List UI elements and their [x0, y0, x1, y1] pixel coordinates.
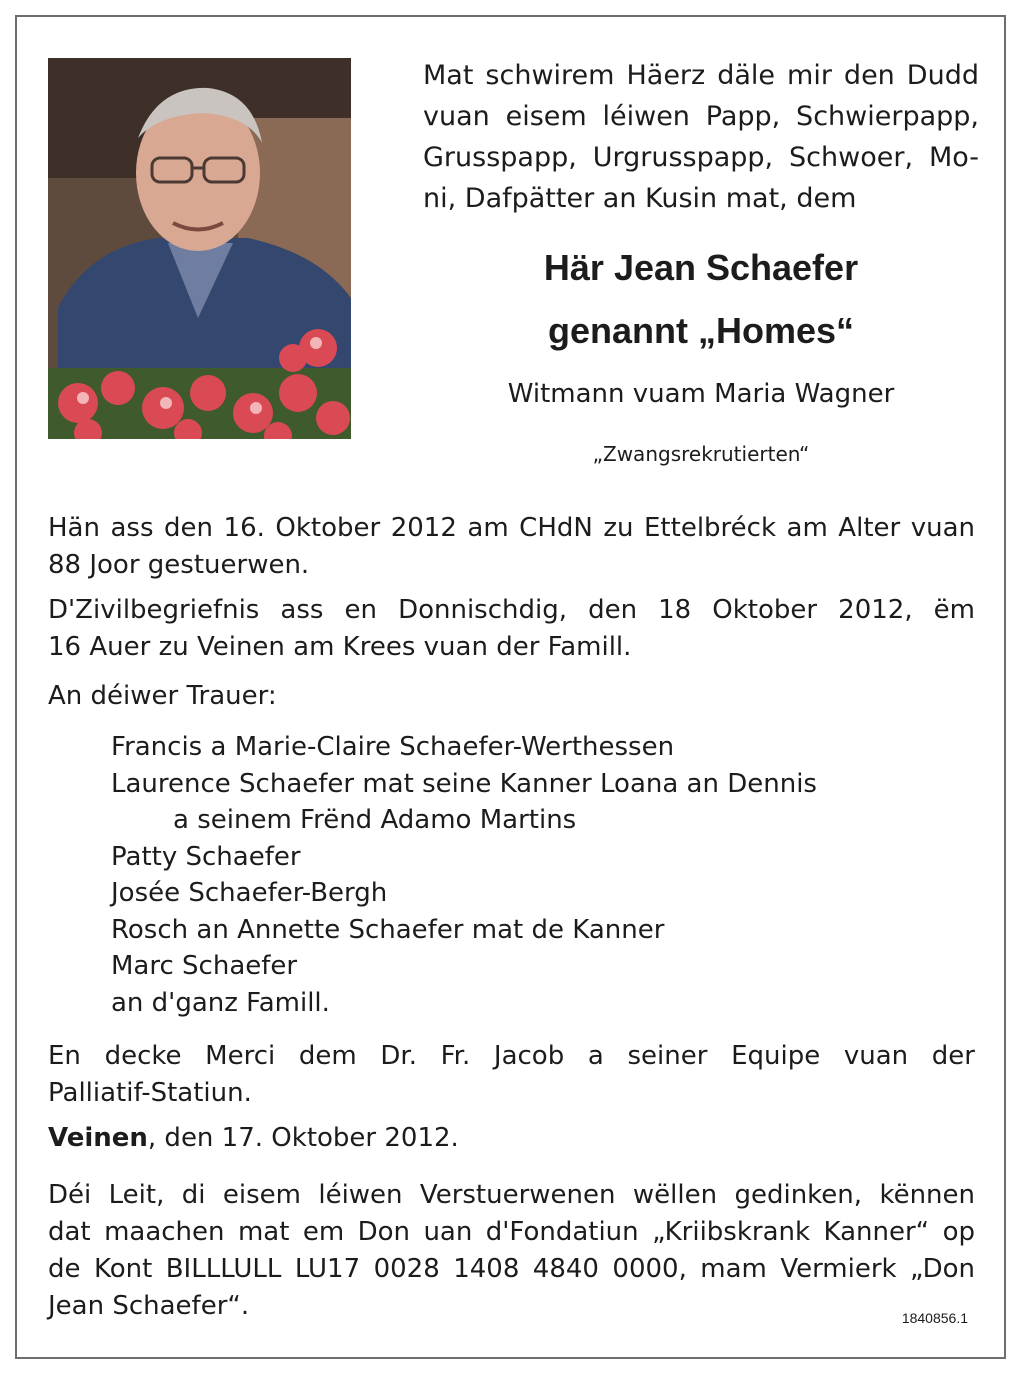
funeral-line: D'Zivilbegriefnis ass en Donnischdig, den 18 Oktober 2012, ëm [48, 595, 975, 625]
intro-line: ni, Dafpätter an Kusin mat, dem [423, 183, 857, 214]
thanks-line: En decke Merci dem Dr. Fr. Jacob a seiner Equipe vuan der [48, 1041, 975, 1071]
widower-line: Witmann vuam Maria Wagner [507, 379, 895, 409]
donation-paragraph [48, 1177, 975, 1325]
mourner-item: Marc Schaefer [111, 951, 298, 981]
mourner-item: Francis a Marie-Claire Schaefer-Werthessen [111, 732, 675, 762]
mourners-list [111, 729, 817, 1021]
place-name: Veinen [48, 1123, 148, 1153]
donation-line: de Kont BILLLULL LU17 0028 1408 4840 0000, mam Vermierk „Don [48, 1254, 975, 1284]
funeral-line: 16 Auer zu Veinen am Krees vuan der Famill. [48, 632, 632, 662]
thanks-paragraph [48, 1038, 975, 1112]
intro-line: Grusspapp, Urgrusspapp, Schwoer, Mo- [423, 142, 979, 173]
thanks-line: Palliatif-Statiun. [48, 1078, 252, 1108]
intro-line: vuan eisem léiwen Papp, Schwierpapp, [423, 101, 979, 132]
mourner-item: Rosch an Annette Schaefer mat de Kanner [111, 914, 665, 945]
mourner-item: Laurence Schaefer mat seine Kanner Loana an Dennis [111, 768, 817, 799]
funeral-paragraph [48, 592, 975, 666]
deceased-nickname: genannt „Homes“ [547, 310, 855, 351]
donation-line: Jean Schaefer“. [48, 1291, 250, 1321]
mourning-heading: An déiwer Trauer: [48, 681, 277, 711]
death-line: Hän ass den 16. Oktober 2012 am CHdN zu Ettelbréck am Alter vuan [48, 513, 975, 543]
deceased-name: Här Jean Schaefer [543, 247, 859, 288]
death-line: 88 Joor gestuerwen. [48, 550, 310, 580]
date-text: , den 17. Oktober 2012. [147, 1123, 459, 1153]
obituary-notice [15, 15, 1006, 1359]
reference-number: 1840856.1 [901, 1310, 968, 1326]
intro-line: Mat schwirem Häerz däle mir den Dudd [423, 60, 979, 91]
death-paragraph [48, 510, 975, 584]
donation-line: dat maachen mat em Don uan d'Fondatiun „Kriibskrank Kanner“ op [48, 1217, 975, 1247]
place-date-line [48, 1120, 975, 1157]
mourner-item: a seinem Frënd Adamo Martins [173, 805, 577, 835]
mourner-item: Josée Schaefer-Bergh [111, 878, 388, 908]
mourner-item: an d'ganz Famill. [111, 987, 330, 1018]
portrait-photo [48, 58, 351, 439]
donation-line: Déi Leit, di eisem léiwen Verstuerwenen wëllen gedinken, kënnen [48, 1180, 975, 1210]
mourner-item: Patty Schaefer [111, 841, 301, 872]
intro-paragraph [423, 55, 979, 219]
conscript-label: „Zwangsrekrutierten“ [592, 442, 810, 466]
